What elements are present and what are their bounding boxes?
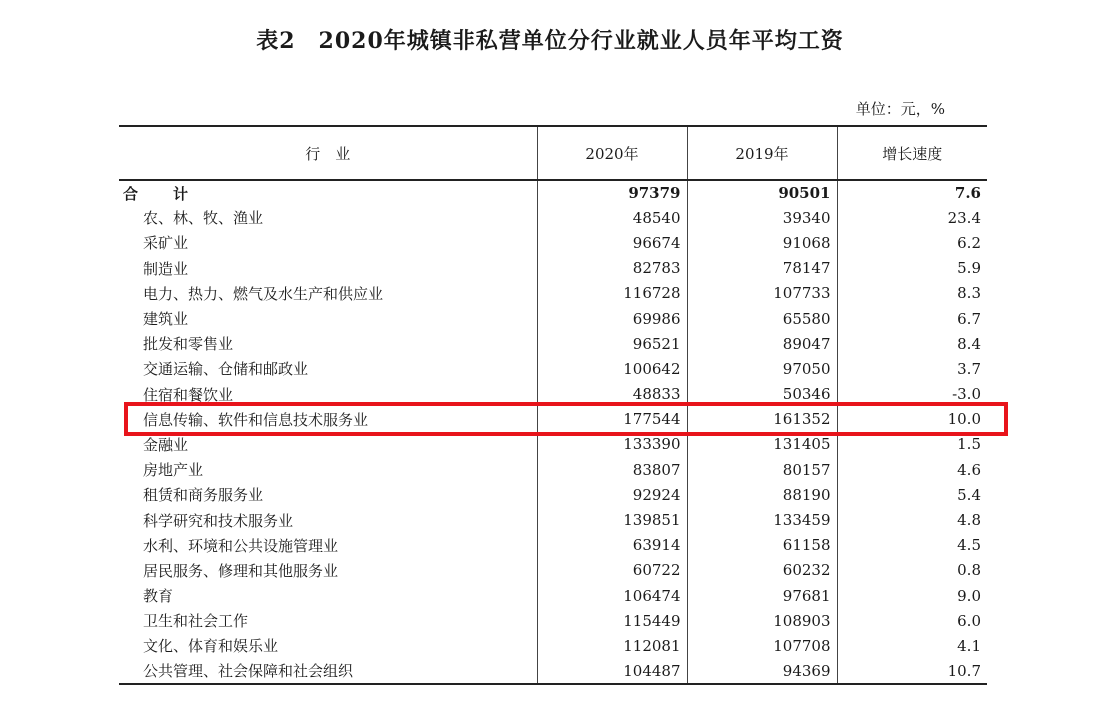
value-growth: 6.2 [837, 230, 987, 255]
table-row [119, 230, 987, 255]
table-row [119, 583, 987, 608]
value-growth: 5.4 [837, 482, 987, 507]
value-2020: 48833 [537, 382, 687, 407]
value-2019: 94369 [687, 659, 837, 684]
table-row [119, 558, 987, 583]
value-2020: 177544 [537, 407, 687, 432]
value-growth: 4.5 [837, 533, 987, 558]
header-2020: 2020年 [537, 126, 687, 180]
value-growth: 5.9 [837, 256, 987, 281]
header-row [119, 126, 987, 180]
table-row [119, 608, 987, 633]
value-growth: 3.7 [837, 356, 987, 381]
header-2019: 2019年 [687, 126, 837, 180]
industry-name: 建筑业 [143, 310, 189, 329]
value-2020: 100642 [537, 356, 687, 381]
value-2020: 48540 [537, 205, 687, 230]
industry-name: 批发和零售业 [143, 335, 234, 354]
value-growth: 8.4 [837, 331, 987, 356]
value-2020: 139851 [537, 507, 687, 532]
industry-name: 居民服务、修理和其他服务业 [143, 561, 339, 580]
value-2019: 107733 [687, 281, 837, 306]
industry-name: 公共管理、社会保障和社会组织 [119, 659, 537, 684]
table-row [119, 205, 987, 230]
total-2020: 97379 [537, 180, 687, 205]
table-row [119, 482, 987, 507]
value-2019: 108903 [687, 608, 837, 633]
total-growth: 7.6 [837, 180, 987, 205]
value-2020: 112081 [537, 633, 687, 658]
table-row [119, 633, 987, 658]
header-industry: 行 业 [119, 126, 537, 180]
value-growth: 4.8 [837, 507, 987, 532]
industry-name: 采矿业 [143, 234, 189, 253]
table-row [119, 457, 987, 482]
table-row [119, 533, 987, 558]
value-2019: 97050 [687, 356, 837, 381]
value-growth: 9.0 [837, 583, 987, 608]
industry-name: 农、林、牧、渔业 [143, 209, 264, 228]
industry-name: 卫生和社会工作 [143, 612, 249, 631]
industry-name: 租赁和商务服务业 [143, 486, 264, 505]
value-2020: 60722 [537, 558, 687, 583]
value-2019: 50346 [687, 382, 837, 407]
industry-name: 电力、热力、燃气及水生产和供应业 [143, 284, 384, 303]
value-2019: 65580 [687, 306, 837, 331]
industry-name: 交通运输、仓储和邮政业 [143, 360, 309, 379]
value-growth: 23.4 [837, 205, 987, 230]
value-2020: 92924 [537, 482, 687, 507]
value-2019: 60232 [687, 558, 837, 583]
value-growth: 0.8 [837, 558, 987, 583]
value-growth: 6.7 [837, 306, 987, 331]
table-row [119, 507, 987, 532]
industry-name: 教育 [143, 587, 174, 606]
total-row [119, 180, 987, 205]
value-2019: 131405 [687, 432, 837, 457]
industry-name: 信息传输、软件和信息技术服务业 [143, 410, 369, 429]
value-2019: 107708 [687, 633, 837, 658]
table-row [119, 331, 987, 356]
value-growth: 1.5 [837, 432, 987, 457]
value-2020: 96521 [537, 331, 687, 356]
value-2020: 83807 [537, 457, 687, 482]
table-row [119, 659, 987, 684]
value-2019: 91068 [687, 230, 837, 255]
value-growth: 6.0 [837, 608, 987, 633]
value-2019: 39340 [687, 205, 837, 230]
value-2019: 89047 [687, 331, 837, 356]
value-growth: 4.1 [837, 633, 987, 658]
industry-name: 住宿和餐饮业 [143, 385, 234, 404]
value-growth: 10.0 [837, 407, 987, 432]
value-2020: 116728 [537, 281, 687, 306]
value-2019: 80157 [687, 457, 837, 482]
value-2019: 88190 [687, 482, 837, 507]
industry-name: 房地产业 [143, 461, 204, 480]
table-title: 表2 2020年城镇非私营单位分行业就业人员年平均工资 [256, 28, 844, 54]
table-row [119, 256, 987, 281]
industry-name: 制造业 [143, 259, 189, 278]
value-2020: 115449 [537, 608, 687, 633]
highlight-box [124, 402, 1008, 436]
value-2019: 61158 [687, 533, 837, 558]
value-2020: 82783 [537, 256, 687, 281]
industry-name: 水利、环境和公共设施管理业 [143, 536, 339, 555]
value-2020: 133390 [537, 432, 687, 457]
unit-note: 单位：元，% [855, 100, 945, 118]
table-row [119, 356, 987, 381]
table-row [119, 281, 987, 306]
value-2019: 133459 [687, 507, 837, 532]
table-row [119, 306, 987, 331]
value-growth: 10.7 [837, 659, 987, 684]
value-2019: 78147 [687, 256, 837, 281]
value-2020: 63914 [537, 533, 687, 558]
value-growth: 4.6 [837, 457, 987, 482]
total-2019: 90501 [687, 180, 837, 205]
total-label: 合 计 [123, 184, 199, 203]
value-2019: 161352 [687, 407, 837, 432]
value-growth: -3.0 [837, 382, 987, 407]
value-2020: 69986 [537, 306, 687, 331]
value-growth: 8.3 [837, 281, 987, 306]
value-2020: 106474 [537, 583, 687, 608]
value-2020: 96674 [537, 230, 687, 255]
industry-name: 金融业 [143, 435, 189, 454]
industry-name: 文化、体育和娱乐业 [143, 637, 279, 656]
value-2020: 104487 [537, 659, 687, 684]
header-growth: 增长速度 [837, 126, 987, 180]
industry-name: 科学研究和技术服务业 [143, 511, 294, 530]
value-2019: 97681 [687, 583, 837, 608]
